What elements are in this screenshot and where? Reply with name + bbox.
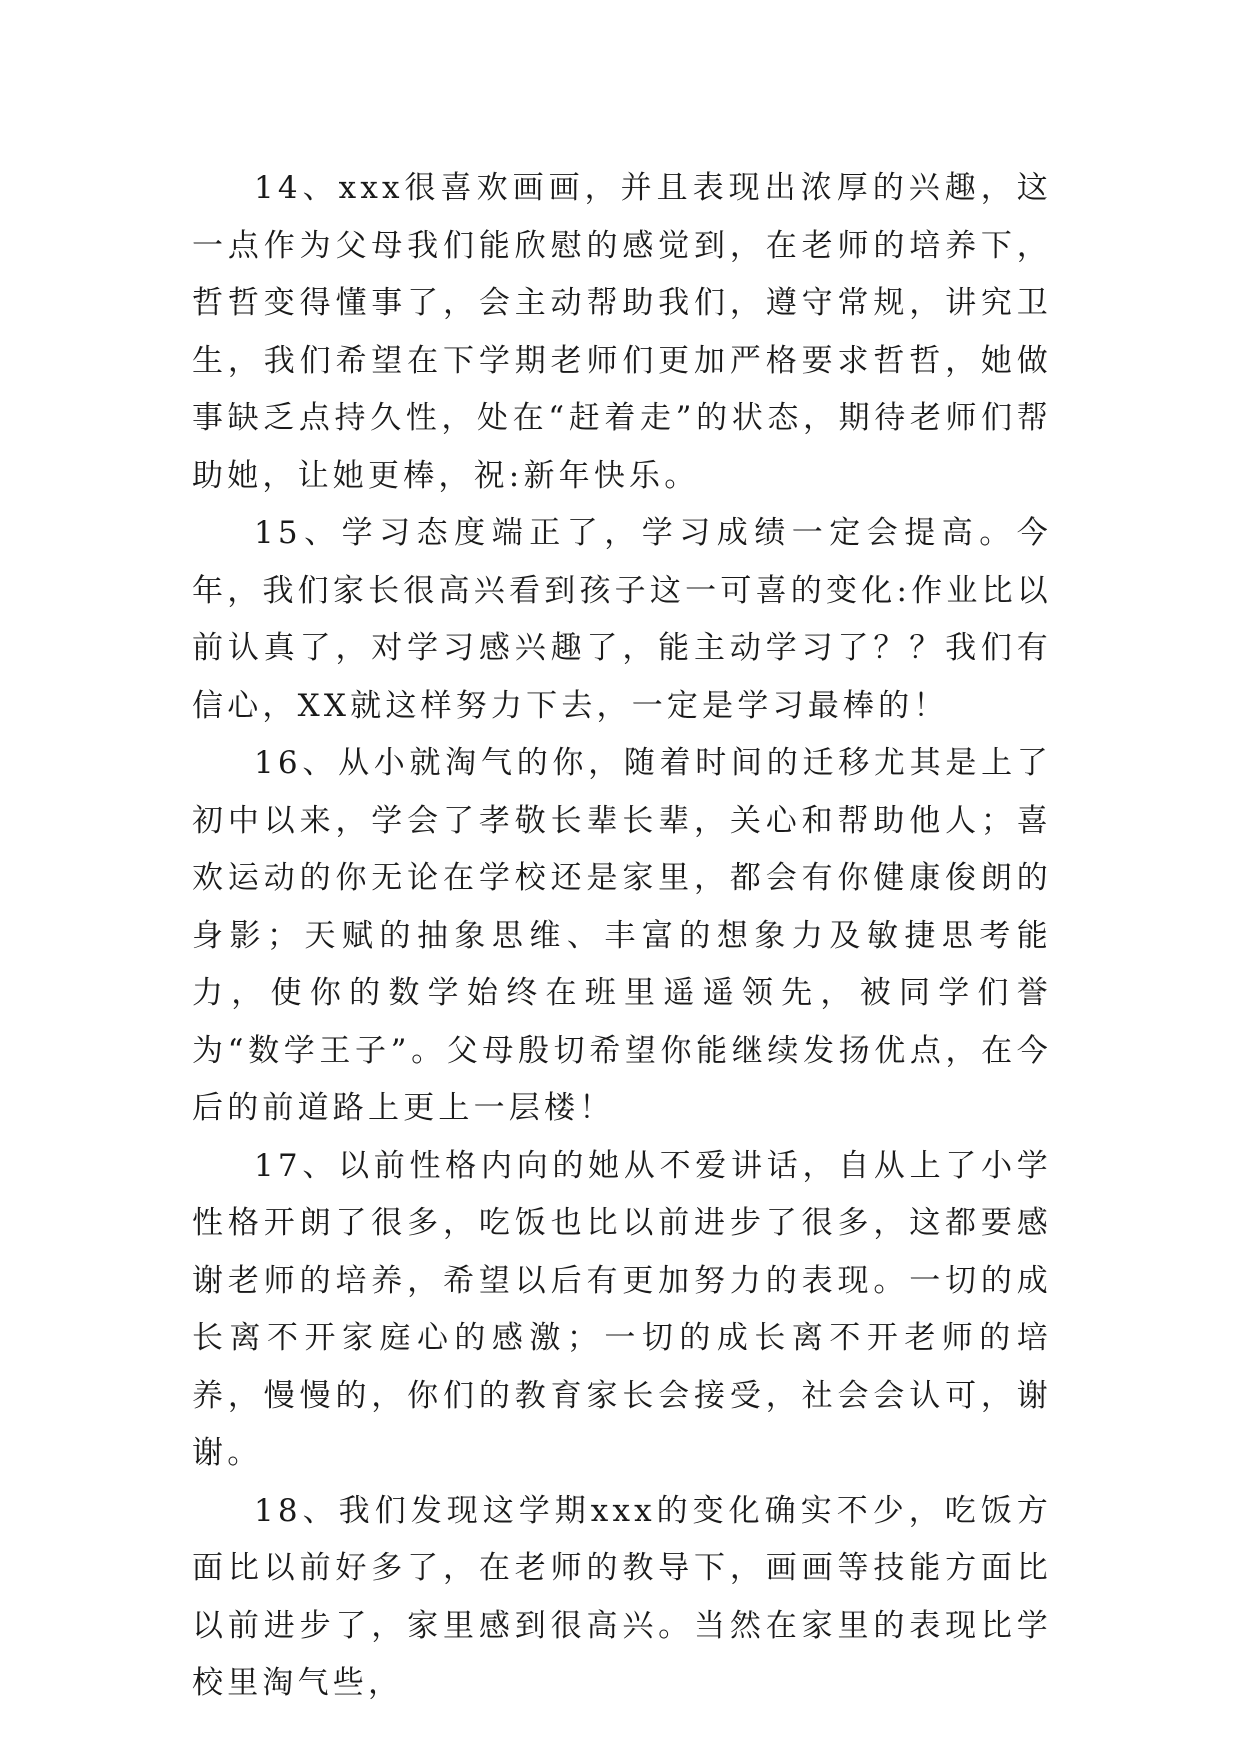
paragraph-15: 15、学习态度端正了，学习成绩一定会提高。今年，我们家长很高兴看到孩子这一可喜的变化:作业比以前认真了，对学习感兴趣了，能主动学习了？？我们有信心，XX就这样努力下去，一定是学习最棒的！ xyxy=(192,515,1052,724)
paragraph-16: 16、从小就淘气的你，随着时间的迁移尤其是上了初中以来，学会了孝敬长辈长辈，关心和帮助他人；喜欢运动的你无论在学校还是家里，都会有你健康俊朗的身影；天赋的抽象思维、丰富的想象力及敏捷思考能力，使你的数学始终在班里遥遥领先，被同学们誉为“数学王子”。父母殷切希望你能继续发扬优点，在今后的前道路上更上一层楼！ xyxy=(192,745,1052,1126)
paragraph-17: 17、以前性格内向的她从不爱讲话，自从上了小学性格开朗了很多，吃饭也比以前进步了很多，这都要感谢老师的培养，希望以后有更加努力的表现。一切的成长离不开家庭心的感激；一切的成长离不开老师的培养，慢慢的，你们的教育家长会接受，社会会认可，谢谢。 xyxy=(192,1147,1052,1471)
document-body xyxy=(192,160,1052,1713)
paragraph-14: 14、xxx很喜欢画画，并且表现出浓厚的兴趣，这一点作为父母我们能欣慰的感觉到，在老师的培养下，哲哲变得懂事了，会主动帮助我们，遵守常规，讲究卫生，我们希望在下学期老师们更加严格要求哲哲，她做事缺乏点持久性，处在“赶着走”的状态，期待老师们帮助她，让她更棒，祝:新年快乐。 xyxy=(192,170,1052,494)
paragraph-18: 18、我们发现这学期xxx的变化确实不少，吃饭方面比以前好多了，在老师的教导下，画画等技能方面比以前进步了，家里感到很高兴。当然在家里的表现比学校里淘气些， xyxy=(192,1492,1052,1701)
